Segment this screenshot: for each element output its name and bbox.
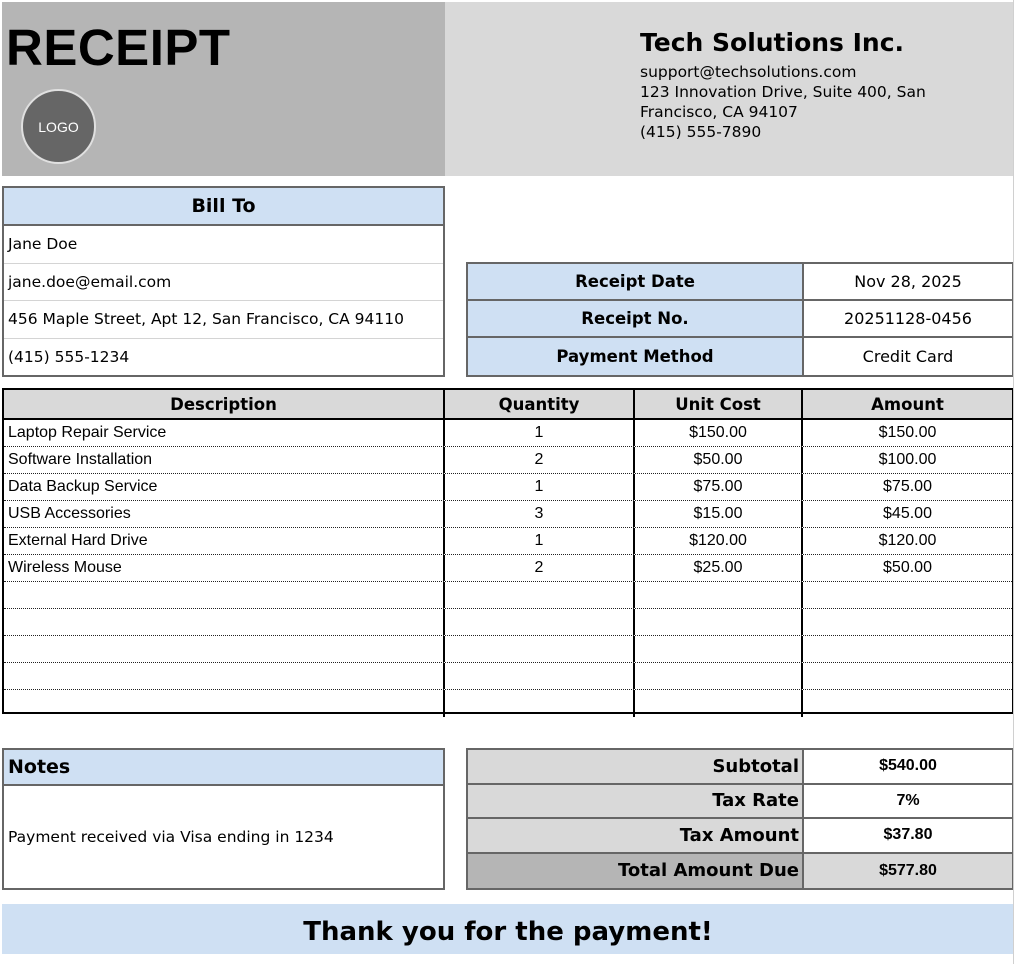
- table-row: [4, 636, 1012, 663]
- tax-rate-value: 7%: [896, 791, 920, 809]
- total-due-row: [468, 854, 1012, 889]
- item-quantity: [445, 663, 635, 689]
- company-name: Tech Solutions Inc.: [640, 28, 905, 57]
- subtotal-label: Subtotal: [468, 750, 804, 783]
- column-header-quantity: Quantity: [445, 390, 635, 418]
- tax-rate-label: Tax Rate: [468, 785, 804, 818]
- receipt-date-label: Receipt Date: [468, 264, 804, 299]
- item-amount: [803, 690, 1012, 717]
- page-edge-divider: [1013, 0, 1014, 964]
- column-header-description: Description: [4, 390, 445, 418]
- thank-you-message: Thank you for the payment!: [2, 904, 1014, 954]
- item-unit-cost: [635, 636, 803, 662]
- table-row: [4, 690, 1012, 717]
- item-quantity: 3: [445, 501, 635, 527]
- item-quantity: 1: [445, 420, 635, 446]
- receipt-date-row: [468, 264, 1012, 301]
- item-description: [4, 582, 445, 608]
- receipt-number-label: Receipt No.: [468, 301, 804, 336]
- column-header-unit-cost: Unit Cost: [635, 390, 803, 418]
- item-amount: $120.00: [878, 532, 937, 549]
- item-unit-cost: $50.00: [635, 447, 803, 473]
- item-description: [4, 663, 445, 689]
- item-amount: $75.00: [883, 478, 932, 495]
- bill-to-heading: Bill To: [4, 188, 443, 226]
- table-row: [4, 582, 1012, 609]
- item-description: Wireless Mouse: [4, 555, 445, 581]
- item-description: Laptop Repair Service: [4, 420, 445, 446]
- item-amount: $150.00: [878, 424, 937, 441]
- item-unit-cost: $75.00: [635, 474, 803, 500]
- item-unit-cost: $15.00: [635, 501, 803, 527]
- item-unit-cost: $150.00: [635, 420, 803, 446]
- item-description: Software Installation: [4, 447, 445, 473]
- item-unit-cost: [635, 663, 803, 689]
- notes-section: [2, 748, 445, 890]
- item-amount: [803, 582, 1012, 608]
- item-quantity: [445, 690, 635, 717]
- column-header-amount: Amount: [871, 394, 944, 414]
- tax-rate-row: [468, 785, 1012, 820]
- item-quantity: [445, 609, 635, 635]
- item-amount: [803, 609, 1012, 635]
- items-table: [2, 388, 1014, 714]
- tax-amount-row: [468, 819, 1012, 854]
- table-row: [4, 420, 1012, 447]
- items-table-header: [4, 390, 1012, 420]
- company-phone: (415) 555-7890: [640, 123, 762, 141]
- receipt-date-value: Nov 28, 2025: [854, 272, 962, 291]
- bill-to-email: jane.doe@email.com: [4, 264, 443, 302]
- subtotal-row: [468, 750, 1012, 785]
- company-contact: [640, 62, 970, 142]
- bill-to-phone: (415) 555-1234: [8, 348, 130, 367]
- item-quantity: [445, 636, 635, 662]
- table-row: [4, 663, 1012, 690]
- item-unit-cost: [635, 582, 803, 608]
- item-amount: [803, 663, 1012, 689]
- item-quantity: 1: [445, 474, 635, 500]
- table-row: [4, 501, 1012, 528]
- table-row: [4, 474, 1012, 501]
- item-description: [4, 636, 445, 662]
- receipt-info-table: [466, 262, 1014, 377]
- items-table-body: [4, 420, 1012, 717]
- item-amount: $100.00: [878, 451, 937, 468]
- item-unit-cost: $25.00: [635, 555, 803, 581]
- table-row: [4, 528, 1012, 555]
- receipt-number-value: 20251128-0456: [844, 309, 972, 328]
- bill-to-address: 456 Maple Street, Apt 12, San Francisco, CA 94110: [4, 301, 443, 339]
- item-quantity: 2: [445, 447, 635, 473]
- payment-method-value: Credit Card: [862, 347, 954, 366]
- item-description: Data Backup Service: [4, 474, 445, 500]
- receipt-title: RECEIPT: [6, 19, 231, 76]
- company-address-line1: 123 Innovation Drive, Suite 400, San: [640, 83, 926, 101]
- table-row: [4, 555, 1012, 582]
- tax-amount-label: Tax Amount: [468, 819, 804, 852]
- table-row: [4, 447, 1012, 474]
- item-amount: [803, 636, 1012, 662]
- item-quantity: 1: [445, 528, 635, 554]
- bill-to-name: Jane Doe: [4, 226, 443, 264]
- item-description: [4, 690, 445, 717]
- company-address-line2: Francisco, CA 94107: [640, 103, 798, 121]
- item-quantity: [445, 582, 635, 608]
- notes-text: Payment received via Visa ending in 1234: [8, 828, 334, 846]
- bill-to-section: [2, 186, 445, 377]
- item-description: [4, 609, 445, 635]
- item-unit-cost: [635, 609, 803, 635]
- item-quantity: 2: [445, 555, 635, 581]
- payment-method-label: Payment Method: [468, 338, 804, 375]
- item-description: External Hard Drive: [4, 528, 445, 554]
- item-unit-cost: $120.00: [635, 528, 803, 554]
- totals-table: [466, 748, 1014, 890]
- item-description: USB Accessories: [4, 501, 445, 527]
- tax-amount-value: $37.80: [883, 826, 933, 844]
- table-row: [4, 609, 1012, 636]
- subtotal-value: $540.00: [879, 757, 937, 775]
- receipt-number-row: [468, 301, 1012, 338]
- item-unit-cost: [635, 690, 803, 717]
- payment-method-row: [468, 338, 1012, 375]
- company-email: support@techsolutions.com: [640, 63, 857, 81]
- logo: LOGO: [21, 89, 96, 164]
- notes-heading: Notes: [4, 750, 443, 786]
- total-due-label: Total Amount Due: [468, 854, 804, 889]
- item-amount: $50.00: [883, 559, 932, 576]
- item-amount: $45.00: [883, 505, 932, 522]
- total-due-value: $577.80: [804, 854, 1012, 889]
